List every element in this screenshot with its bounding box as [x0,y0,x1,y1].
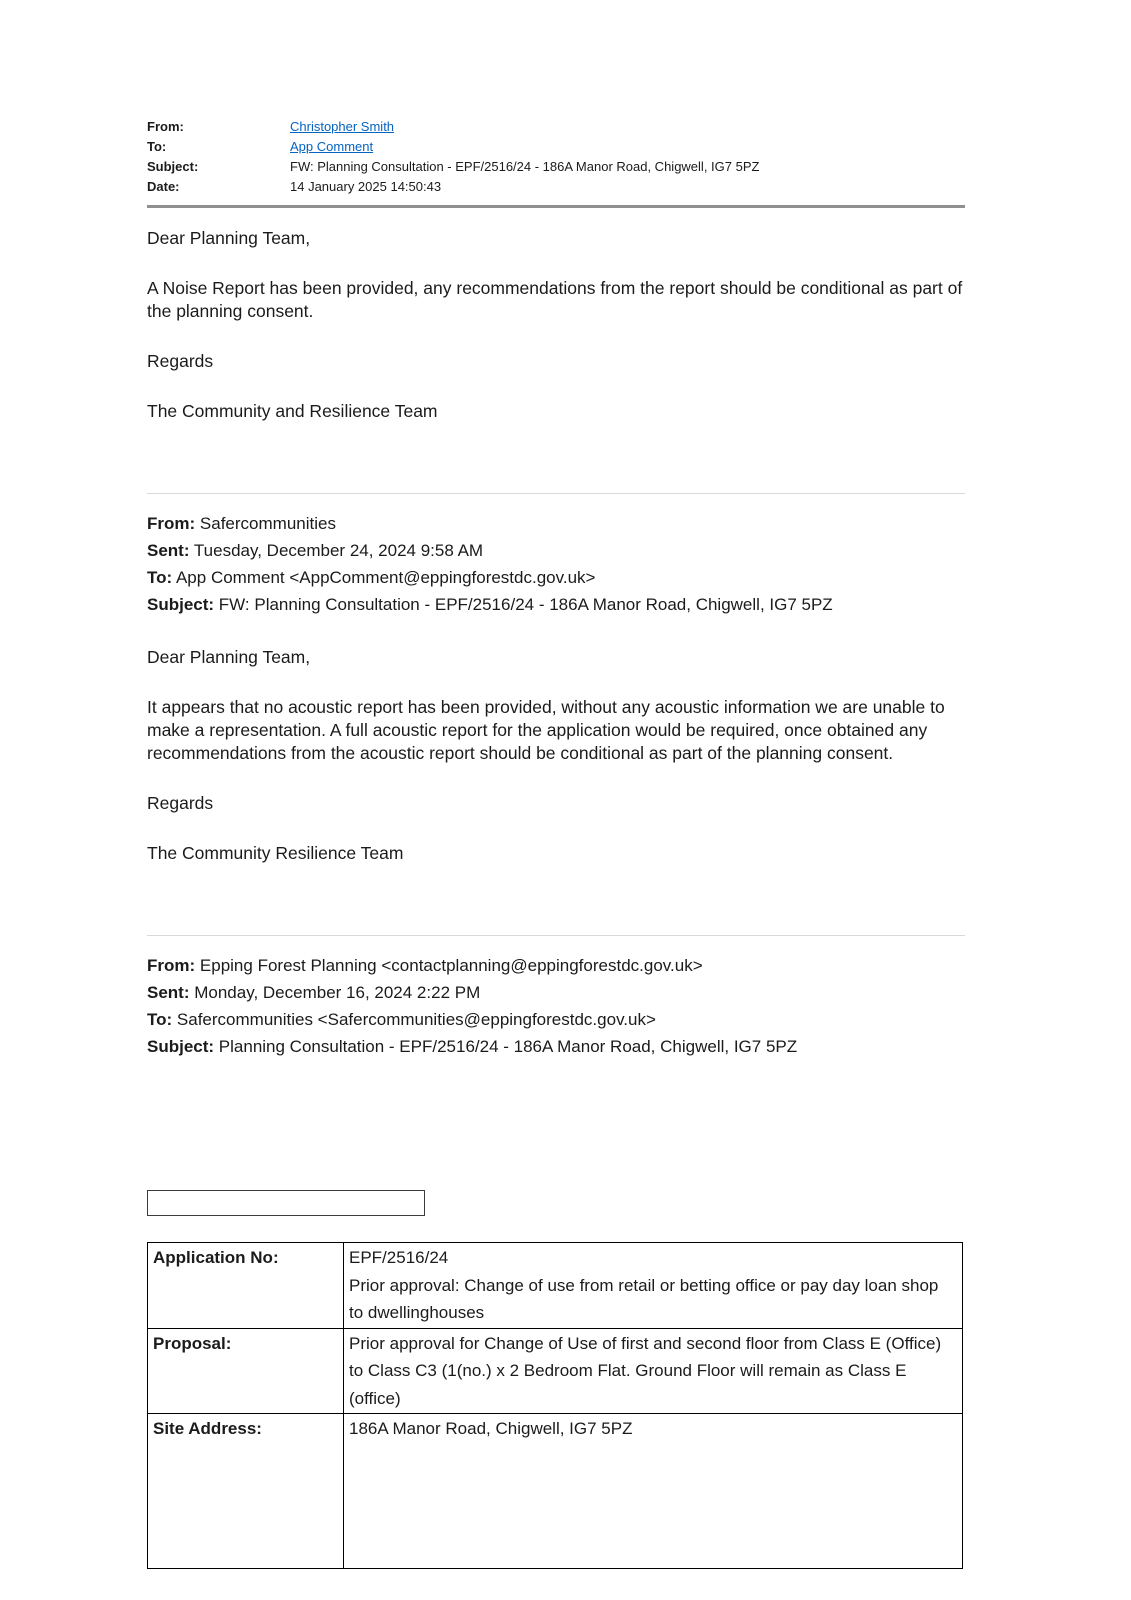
email-2-to-label: To: [147,568,173,587]
email-2-subject-label: Subject: [147,595,215,614]
site-address-label: Site Address: [148,1414,344,1569]
email-2-signature: The Community Resilience Team [147,843,404,863]
email-2 [147,510,965,865]
email-3-sent-label: Sent: [147,983,190,1002]
header-row-date [147,177,759,197]
email-2-body-paragraph: It appears that no acoustic report has been provided, without any acoustic information we are unable to make a representation. A full acoustic report for the application would be required, once obtained any recommendations from the acoustic report should be conditional as part of the planning consent. [147,697,945,763]
email-3-from-row [147,952,965,979]
email-3 [147,952,965,1569]
email-3-subject-value: Planning Consultation - EPF/2516/24 - 186A Manor Road, Chigwell, IG7 5PZ [218,1037,798,1056]
application-no-value [344,1243,963,1329]
header-divider-rule [147,205,965,208]
header-row-from [147,117,759,137]
table-row-site-address [148,1414,963,1569]
email-3-sent-value: Monday, December 16, 2024 2:22 PM [194,983,481,1002]
email-1-regards: Regards [147,351,214,371]
email-1-body-paragraph: A Noise Report has been provided, any recommendations from the report should be conditional as part of the planning consent. [147,278,963,321]
email-3-subject-label: Subject: [147,1037,215,1056]
proposal-value: Prior approval for Change of Use of first and second floor from Class E (Office) to Class C3 (1(no.) x 2 Bedroom Flat. Ground Floor will remain as Class E (office) [344,1328,963,1414]
email-2-sent-value: Tuesday, December 24, 2024 9:58 AM [193,541,484,560]
subject-label: Subject: [147,159,199,174]
email-3-header [147,952,965,1060]
subject-value: FW: Planning Consultation - EPF/2516/24 - 186A Manor Road, Chigwell, IG7 5PZ [290,159,760,174]
email-3-sent-row [147,979,965,1006]
email-2-sent-label: Sent: [147,541,190,560]
email-3-from-value: Epping Forest Planning <contactplanning@eppingforestdc.gov.uk> [199,956,703,975]
email-2-from-row [147,510,965,537]
email-1 [147,227,965,423]
email-document [147,0,965,1569]
email-2-to-value: App Comment <AppComment@eppingforestdc.gov.uk> [175,568,596,587]
from-label: From: [147,119,184,134]
email-2-regards: Regards [147,793,214,813]
header-row-to [147,137,759,157]
email-3-from-label: From: [147,956,196,975]
header-row-subject [147,157,759,177]
missing-image-placeholder [147,1190,425,1216]
site-address-value: 186A Manor Road, Chigwell, IG7 5PZ [344,1414,963,1569]
to-label: To: [147,139,167,154]
date-label: Date: [147,179,180,194]
email-2-from-label: From: [147,514,196,533]
email-2-subject-row [147,591,965,618]
email-2-to-row [147,564,965,591]
table-row-proposal [148,1328,963,1414]
proposal-label: Proposal: [148,1328,344,1414]
email-3-subject-row [147,1033,965,1060]
date-value: 14 January 2025 14:50:43 [290,179,442,194]
application-no-number: EPF/2516/24 [349,1248,449,1267]
email-3-to-row [147,1006,965,1033]
email-2-sent-row [147,537,965,564]
application-details-table [147,1242,963,1569]
from-link[interactable]: Christopher Smith [290,119,395,134]
email-1-signature: The Community and Resilience Team [147,401,438,421]
table-row-application-no [148,1243,963,1329]
email-3-to-label: To: [147,1010,173,1029]
email-separator-2 [147,935,965,936]
email-2-from-value: Safercommunities [199,514,336,533]
application-no-description: Prior approval: Change of use from retail or betting office or pay day loan shop to dwellinghouses [349,1275,939,1322]
email-1-greeting: Dear Planning Team, [147,228,311,248]
application-no-label: Application No: [148,1243,344,1329]
email-3-to-value: Safercommunities <Safercommunities@eppingforestdc.gov.uk> [176,1010,656,1029]
to-link[interactable]: App Comment [290,139,374,154]
email-2-subject-value: FW: Planning Consultation - EPF/2516/24 - 186A Manor Road, Chigwell, IG7 5PZ [218,595,833,614]
email-separator-1 [147,493,965,494]
top-email-header [147,117,759,197]
email-2-greeting: Dear Planning Team, [147,647,311,667]
email-2-header [147,510,965,618]
